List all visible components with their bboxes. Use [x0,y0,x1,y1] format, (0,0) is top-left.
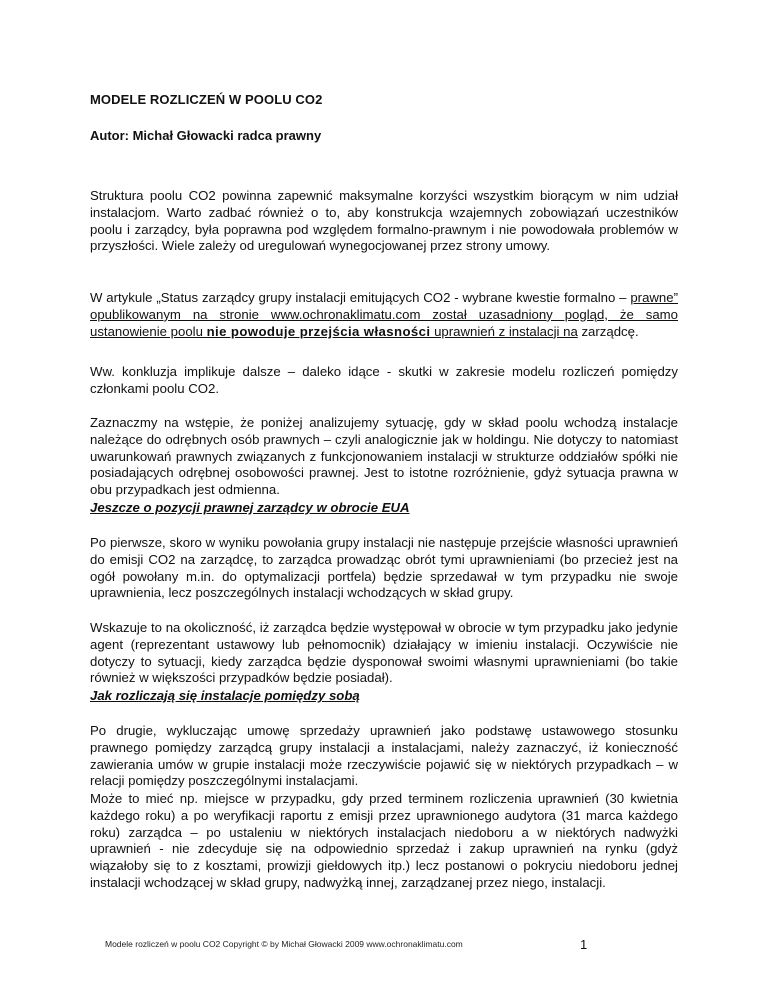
page-number: 1 [580,937,588,952]
scope-paragraph: Zaznaczmy na wstępie, że poniżej analizujemy sytuację, gdy w skład poolu wchodzą instalacje należące do odrębnych osób prawnych – czyli analogicznie jak w holdingu. Nie dotyczy to natomiast uwarunkowań prawnych związanych z funkcjonowaniem instalacji w strukturze oddziałów spółki nie posiadających odrębnej osobowości prawnej. Jest to istotne rozróżnienie, gdyż sytuacja prawna w obu przypadkach jest odmienna. [90,415,678,498]
article-reference-end: zarządcę. [577,323,639,339]
article-reference-link[interactable]: prawne” opublikowanym na stronie www.ochronaklimatu.com został uzasadniony pogląd, że samo ustanowienie poolu nie powoduje przejścia własności uprawnień z instalacji na [90,290,678,339]
intro-paragraph: Struktura poolu CO2 powinna zapewnić maksymalne korzyści wszystkim biorącym w nim udział instalacjom. Warto zadbać również o to, aby konstrukcja wzajemnych zobowiązań uczestników poolu i zarządcy, była poprawna pod względem formalno-prawnym i nie powodowała problemów w przyszłości. Wiele zależy od uregulowań wynegocjowanej przez strony umowy. [90,188,678,254]
key-statement-bold: nie powoduje przejścia własności [206,323,431,339]
article-reference-text: W artykule „Status zarządcy grupy instalacji emitujących CO2 - wybrane kwestie formalno – [90,290,631,305]
author-line: Autor: Michał Głowacki radca prawny [90,128,322,143]
section-heading-settlement: Jak rozliczają się instalacje pomiędzy sobą [90,688,360,703]
example-paragraph: Może to mieć np. miejsce w przypadku, gdy przed terminem rozliczenia uprawnień (30 kwietnia każdego roku) a po weryfikacji raportu z emisji przez uprawnionego audytora (31 marca każdego roku) zarządca – po ustaleniu w niektórych instalacjach niedoboru a w niektórych nadwyżki uprawnień - nie zdecyduje się na odpowiednio sprzedaż i zakup uprawnień na rynku (gdyż wiązałoby się to z kosztami, prowizji giełdowych itp.) lecz postanowi o pokryciu niedoboru jednej instalacji wchodzącej w skład grupy, nadwyżką innej, zarządzanej przez niego, instalacji. [90,791,678,890]
ownership-paragraph: Po pierwsze, skoro w wyniku powołania grupy instalacji nie następuje przejście własności uprawnień do emisji CO2 na zarządcę, to zarządca prowadząc obrót tymi uprawnieniami (bo przecież jest na ogół powołany m.in. do optymalizacji portfela) będzie sprzedawał w tym przypadku nie swoje uprawnienia, lecz poszczególnych instalacji wchodzących w skład grupy. [90,535,678,601]
page-footer: Modele rozliczeń w poolu CO2 Copyright © by Michał Głowacki 2009 www.ochronaklimatu.com [105,939,463,949]
document-page [90,0,678,994]
document-title: MODELE ROZLICZEŃ W POOLU CO2 [90,92,323,107]
conclusion-paragraph: Ww. konkluzja implikuje dalsze – daleko idące - skutki w zakresie modelu rozliczeń pomiędzy członkami poolu CO2. [90,364,678,396]
agent-paragraph: Wskazuje to na okoliczność, iż zarządca będzie występował w obrocie w tym przypadku jako jedynie agent (reprezentant ustawowy lub pełnomocnik) działający w imieniu instalacji. Oczywiście nie dotyczy to sytuacji, kiedy zarządca będzie dysponował swoimi własnymi uprawnieniami (bo takie również w większości przypadków będzie posiadał). [90,620,678,686]
section-heading-manager-position: Jeszcze o pozycji prawnej zarządcy w obrocie EUA [90,500,410,515]
settlement-paragraph: Po drugie, wykluczając umowę sprzedaży uprawnień jako podstawę ustawowego stosunku prawnego pomiędzy zarządcą grupy instalacji a instalacjami, należy zaznaczyć, iż konieczność zawierania umów w grupie instalacji może rzeczywiście pojawić się w niektórych przypadkach – w relacji pomiędzy poszczególnymi instalacjami. [90,723,678,789]
article-reference-paragraph [90,290,678,340]
